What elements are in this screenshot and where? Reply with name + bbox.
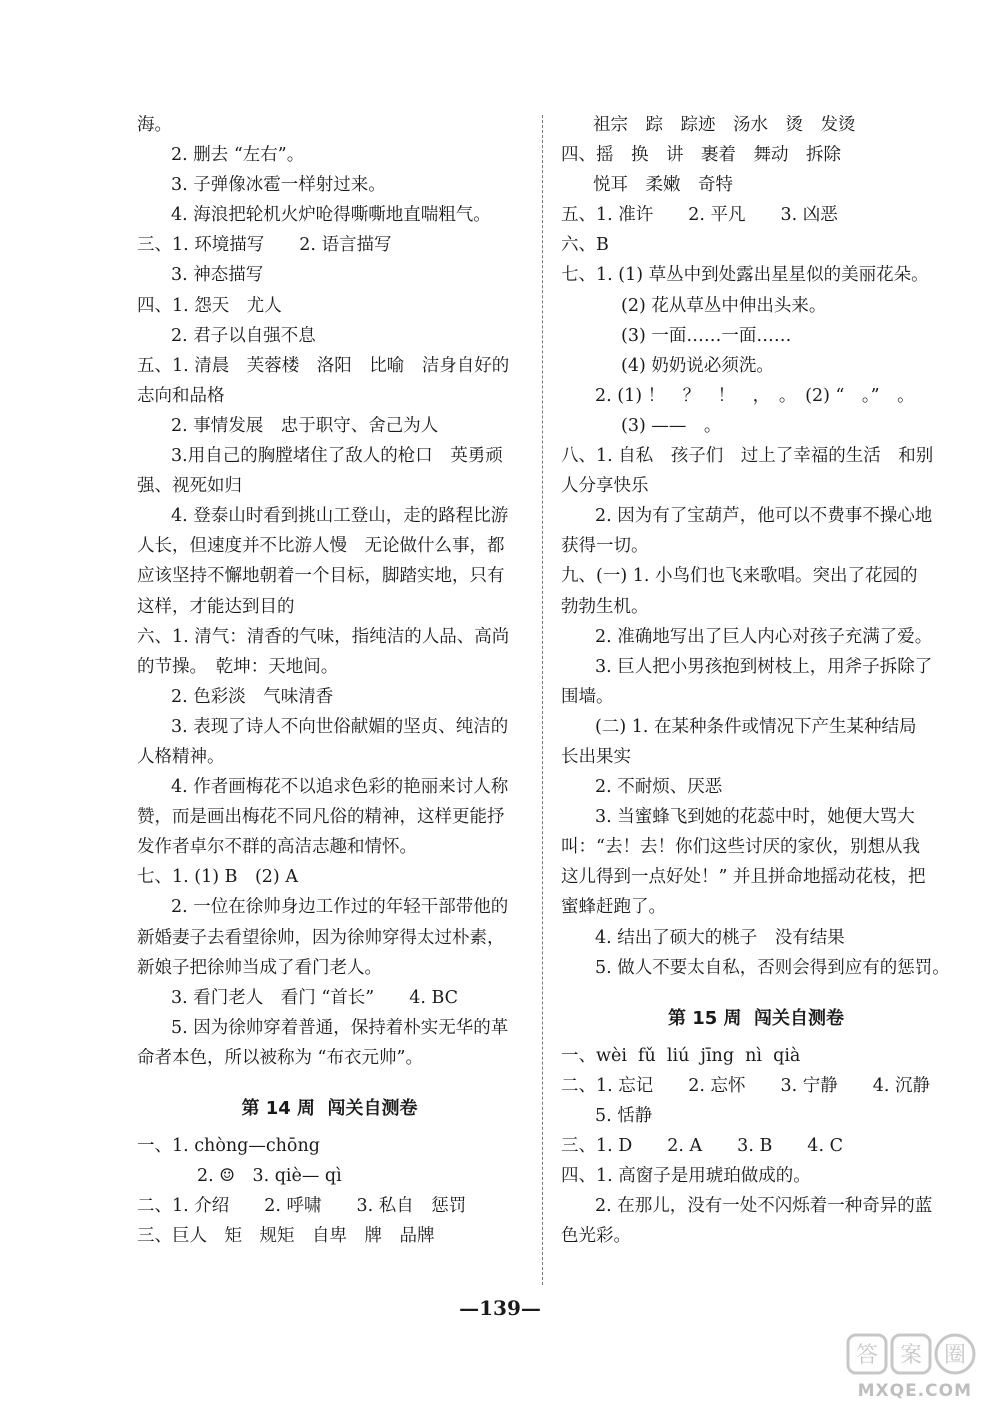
text-line: (3) —— 。 <box>621 415 722 436</box>
text-line: 赞，而是画出梅花不同凡俗的精神，这样更能抒 <box>137 807 505 828</box>
text-line: 5. 做人不要太自私，否则会得到应有的惩罚。 <box>595 957 950 978</box>
text-line: 2. 君子以自强不息 <box>171 325 316 346</box>
text-line: 这样，才能达到目的 <box>137 596 295 617</box>
left-column <box>137 110 522 1251</box>
watermark-logo-char: 案 <box>899 1343 923 1368</box>
text-line: 3. 神态描写 <box>171 265 264 286</box>
text-line: 七、1. (1) 草丛中到处露出星星似的美丽花朵。 <box>561 265 929 286</box>
text-line: 2. 删去 “左右”。 <box>171 145 305 166</box>
text-line: 3. 子弹像冰雹一样射过来。 <box>171 175 386 196</box>
text-line: (3) 一面……一面…… <box>621 325 792 346</box>
text-line: 四、摇 换 讲 裹着 舞动 拆除 <box>561 145 841 166</box>
text-line: 新婚妻子去看望徐帅，因为徐帅穿得太过朴素， <box>137 927 505 948</box>
text-line: 4. 结出了硕大的桃子 没有结果 <box>595 927 845 948</box>
section-heading: 第 14 周 闯关自测卷 <box>241 1098 418 1119</box>
text-line: 发作者卓尔不群的高洁志趣和情怀。 <box>137 837 417 858</box>
text-line: 一、1. chòng—chōng <box>137 1136 320 1156</box>
text-line: 三、1. D 2. A 3. B 4. C <box>561 1136 843 1156</box>
text-line: 二、1. 介绍 2. 呼啸 3. 私自 惩罚 <box>137 1196 467 1217</box>
right-column <box>561 110 951 1251</box>
text-line: 勃勃生机。 <box>561 596 649 617</box>
text-line: 五、1. 准许 2. 平凡 3. 凶恶 <box>561 205 838 226</box>
text-line: 的节操。 乾坤：天地间。 <box>137 656 339 677</box>
text-line: 海。 <box>137 115 172 135</box>
text-line: 2. ☺ 3. qiè— qì <box>197 1166 342 1187</box>
text-line: 八、1. 自私 孩子们 过上了幸福的生活 和别 <box>561 446 934 467</box>
text-line: 一、wèi fǔ liú jīng nì qià <box>561 1045 801 1066</box>
text-line: 5. 恬静 <box>595 1105 653 1126</box>
text-line: 九、(一) 1. 小鸟们也飞来歌唱。突出了花园的 <box>561 566 918 587</box>
watermark-logo-char: 答 <box>855 1343 879 1368</box>
text-line: 围墙。 <box>561 686 614 707</box>
text-line: 2. 色彩淡 气味清香 <box>171 686 334 707</box>
text-line: 三、1. 环境描写 2. 语言描写 <box>137 235 392 256</box>
text-line: 4. 海浪把轮机火炉呛得嘶嘶地直喘粗气。 <box>171 205 491 226</box>
text-line: 新娘子把徐帅当成了看门老人。 <box>137 957 382 978</box>
text-line: 长出果实 <box>561 746 631 767</box>
text-line: 3. 看门老人 看门 “首长” 4. BC <box>171 987 459 1008</box>
watermark-url: MXQE.COM <box>857 1381 972 1401</box>
text-line: 悦耳 柔嫩 奇特 <box>593 175 733 196</box>
text-line: 2. 一位在徐帅身边工作过的年轻干部带他的 <box>171 897 509 918</box>
text-line: 3.用自己的胸膛堵住了敌人的枪口 英勇顽 <box>171 446 503 467</box>
column-divider <box>542 115 543 1285</box>
text-line: 四、1. 高窗子是用琥珀做成的。 <box>561 1166 811 1187</box>
text-line: 2. 事情发展 忠于职守、舍己为人 <box>171 415 439 436</box>
text-line: 五、1. 清晨 芙蓉楼 洛阳 比喻 洁身自好的 <box>137 355 510 376</box>
text-line: 志向和品格 <box>137 385 225 406</box>
text-line: (2) 花从草丛中伸出头来。 <box>621 295 827 316</box>
text-line: 人格精神。 <box>137 746 225 767</box>
text-line: 色光彩。 <box>561 1226 631 1247</box>
text-line: 人分享快乐 <box>561 476 649 497</box>
watermark-logo-char: 圈 <box>943 1343 967 1368</box>
text-line: 3. 表现了诗人不向世俗献媚的坚贞、纯洁的 <box>171 716 509 737</box>
text-line: 应该坚持不懈地朝着一个目标，脚踏实地，只有 <box>137 566 505 587</box>
text-line: 这儿得到一点好处！” 并且拼命地摇动花枝，把 <box>561 867 926 888</box>
text-line: (二) 1. 在某种条件或情况下产生某种结局 <box>595 716 917 737</box>
page-number: —139— <box>459 1296 541 1320</box>
text-line: 2. 在那儿，没有一处不闪烁着一种奇异的蓝 <box>595 1196 933 1217</box>
watermark <box>840 1331 980 1401</box>
text-line: 4. 登泰山时看到挑山工登山，走的路程比游 <box>171 506 509 527</box>
section-heading: 第 15 周 闯关自测卷 <box>667 1007 845 1029</box>
text-line: 5. 因为徐帅穿着普通，保持着朴实无华的革 <box>171 1017 509 1038</box>
text-line: 二、1. 忘记 2. 忘怀 3. 宁静 4. 沉静 <box>561 1075 931 1096</box>
text-line: 2. (1) ！ ？ ！ ， 。 (2) “ 。” 。 <box>595 385 915 406</box>
text-line: 六、B <box>561 235 609 256</box>
text-line: 2. 因为有了宝葫芦，他可以不费事不操心地 <box>595 506 933 527</box>
text-line: 命者本色，所以被称为 “布衣元帅”。 <box>137 1047 423 1068</box>
watermark-logo-icon <box>846 1331 976 1377</box>
text-line: 2. 不耐烦、厌恶 <box>595 777 723 798</box>
text-line: 三、巨人 矩 规矩 自卑 牌 品牌 <box>137 1226 435 1247</box>
text-line: 六、1. 清气：清香的气味，指纯洁的人品、高尚 <box>137 626 510 647</box>
text-line: 祖宗 踪 踪迹 汤水 烫 发烫 <box>593 115 856 135</box>
text-line: 获得一切。 <box>561 536 649 557</box>
text-line: 四、1. 怨天 尤人 <box>137 295 282 316</box>
text-line: 3. 当蜜蜂飞到她的花蕊中时，她便大骂大 <box>595 807 915 828</box>
text-line: 叫：“去！去！你们这些讨厌的家伙，别想从我 <box>561 837 920 858</box>
text-line: 七、1. (1) B (2) A <box>137 867 298 888</box>
text-line: 4. 作者画梅花不以追求色彩的艳丽来讨人称 <box>171 777 509 798</box>
text-line: 强、视死如归 <box>137 476 242 497</box>
text-line: 2. 准确地写出了巨人内心对孩子充满了爱。 <box>595 626 933 647</box>
text-line: (4) 奶奶说必须洗。 <box>621 355 774 376</box>
text-line: 3. 巨人把小男孩抱到树枝上，用斧子拆除了 <box>595 656 933 677</box>
text-line: 蜜蜂赶跑了。 <box>561 897 666 918</box>
text-line: 人长，但速度并不比游人慢 无论做什么事，都 <box>137 536 505 557</box>
